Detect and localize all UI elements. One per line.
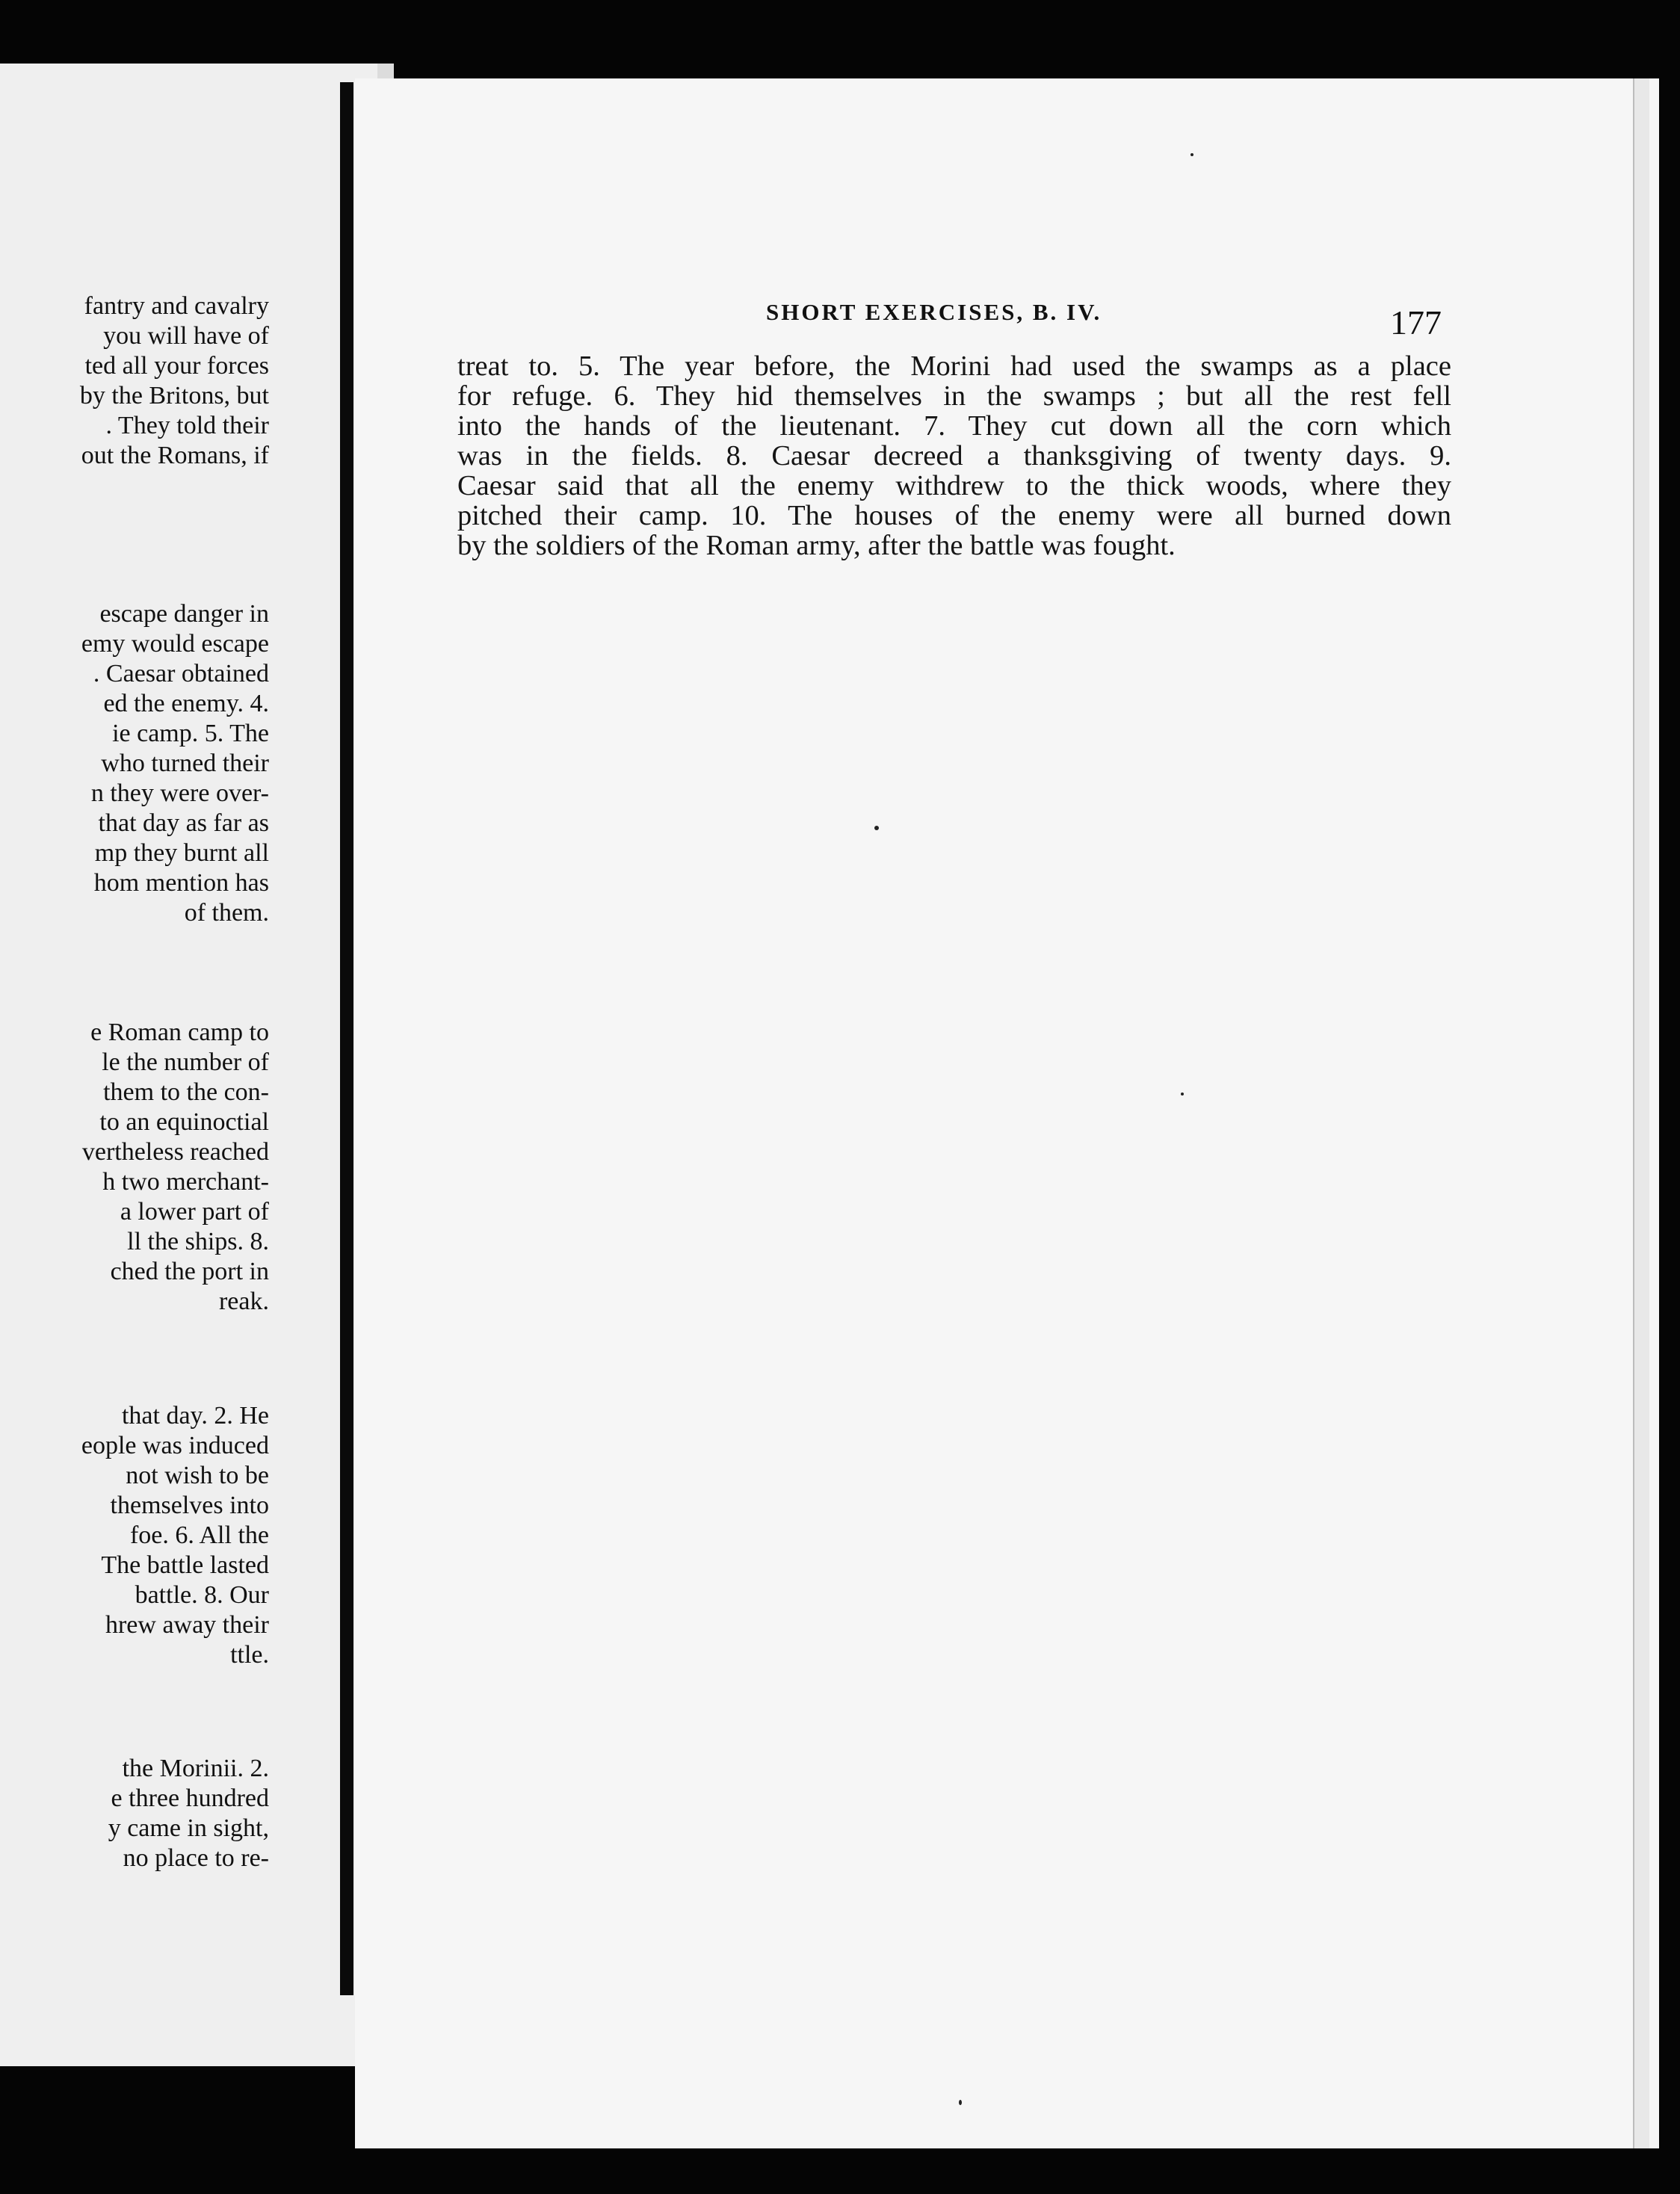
scan-speck: [959, 2100, 962, 2105]
left-line: e three hundred: [111, 1784, 269, 1812]
page-number: 177: [1390, 303, 1442, 342]
left-line: h two merchant-: [102, 1168, 269, 1196]
left-line: themselves into: [110, 1492, 269, 1519]
left-line: le the number of: [102, 1048, 269, 1076]
left-line: the Morinii. 2.: [122, 1755, 269, 1782]
left-line: escape danger in: [99, 600, 269, 628]
text-line: into the hands of the lieutenant. 7. They cut down all the corn which: [457, 410, 1451, 442]
text-line: by the soldiers of the Roman army, after the battle was fought.: [457, 530, 1176, 561]
left-line: fantry and cavalry: [84, 292, 269, 320]
left-line: that day. 2. He: [121, 1402, 269, 1430]
left-line: them to the con-: [103, 1078, 269, 1106]
left-line: ed the enemy. 4.: [103, 690, 269, 717]
left-line: out the Romans, if: [81, 442, 269, 469]
left-line: ll the ships. 8.: [127, 1228, 269, 1255]
left-line: who turned their: [101, 750, 269, 777]
running-head: SHORT EXERCISES, B. IV.: [766, 299, 1102, 325]
left-line: by the Britons, but: [79, 382, 269, 410]
left-line: hrew away their: [105, 1611, 269, 1639]
scan-speck: [874, 826, 879, 830]
left-line: of them.: [184, 899, 269, 927]
text-line: for refuge. 6. They hid themselves in the swamps ; but all the rest fell: [457, 380, 1451, 412]
scan-speck: [1190, 153, 1193, 156]
left-line: ted all your forces: [84, 352, 269, 380]
left-line: n they were over-: [90, 779, 269, 807]
left-paragraph-4: [0, 1401, 269, 1670]
left-line: ttle.: [230, 1641, 269, 1669]
left-line: mp they burnt all: [94, 839, 269, 867]
left-line: . Caesar obtained: [93, 660, 269, 687]
left-line: eople was induced: [81, 1432, 269, 1459]
left-line: not wish to be: [126, 1462, 269, 1489]
left-page: [0, 64, 377, 2066]
text-line: pitched their camp. 10. The houses of the enemy were all burned down: [457, 500, 1451, 531]
left-paragraph-2: [0, 599, 269, 928]
left-paragraph-1: [0, 291, 269, 471]
left-paragraph-3: [0, 1018, 269, 1317]
left-line: battle. 8. Our: [135, 1581, 269, 1609]
text-line: treat to. 5. The year before, the Morini had used the swamps as a place: [457, 350, 1451, 382]
left-line: e Roman camp to: [90, 1019, 269, 1046]
left-paragraph-5: [0, 1754, 269, 1873]
left-line: reak.: [218, 1288, 269, 1315]
left-line: vertheless reached: [81, 1138, 269, 1166]
text-line: Caesar said that all the enemy withdrew to the thick woods, where they: [457, 470, 1451, 501]
left-line: a lower part of: [120, 1198, 269, 1226]
page-edge: [1633, 78, 1649, 2148]
left-line: to an equinoctial: [99, 1108, 269, 1136]
left-line: emy would escape: [81, 630, 269, 658]
scan-speck: [1181, 1093, 1184, 1096]
left-line: y came in sight,: [108, 1814, 269, 1842]
left-line: ie camp. 5. The: [112, 720, 269, 747]
left-line: no place to re-: [123, 1844, 269, 1872]
left-line: ched the port in: [110, 1258, 269, 1285]
left-line: that day as far as: [98, 809, 269, 837]
text-line: was in the fields. 8. Caesar decreed a thanksgiving of twenty days. 9.: [457, 440, 1451, 472]
left-line: hom mention has: [93, 869, 269, 897]
left-line: foe. 6. All the: [129, 1521, 269, 1549]
left-line: The battle lasted: [101, 1551, 269, 1579]
left-line: you will have of: [103, 322, 269, 350]
left-line: . They told their: [105, 412, 269, 439]
book-spine-shadow: [340, 82, 353, 1995]
exercise-text: [457, 351, 1451, 560]
